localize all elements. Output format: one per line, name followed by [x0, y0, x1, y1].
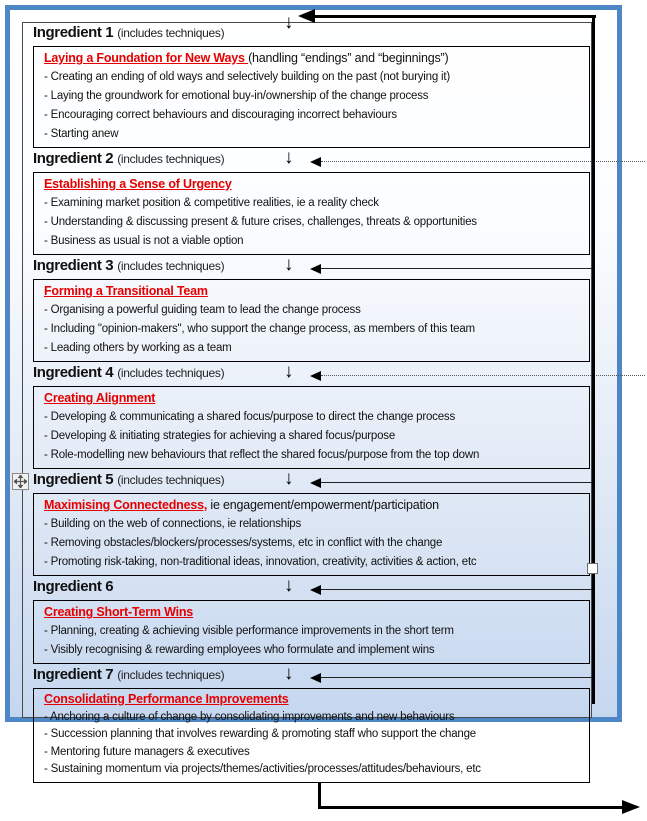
- box-title-red: Creating Alignment: [44, 391, 156, 405]
- ingredient-heading-row: [22, 469, 592, 493]
- bullet-line: - Removing obstacles/blockers/processes/systems, etc in conflict with the change: [44, 537, 443, 549]
- box-title-red: Creating Short-Term Wins: [44, 605, 194, 619]
- ingredient-content-box[interactable]: [33, 279, 590, 362]
- bullet-line: - Role-modelling new behaviours that reflect the shared focus/purpose from the top down: [44, 449, 480, 461]
- feedback-line: [321, 589, 594, 590]
- bullet-line: - Leading others by working as a team: [44, 342, 232, 354]
- ingredient-heading: Ingredient 2: [33, 150, 114, 167]
- feedback-line: [321, 375, 645, 376]
- move-cross-icon[interactable]: [12, 473, 29, 490]
- ingredient-content-box[interactable]: [33, 46, 590, 148]
- ingredient-section: [22, 362, 592, 469]
- bullet-line: - Including "opinion-makers", who support the change process, as members of this team: [44, 323, 475, 335]
- bullet-line: - Building on the web of connections, ie relationships: [44, 518, 302, 530]
- ingredient-heading: Ingredient 1: [33, 24, 114, 41]
- ingredient-heading-suffix: (includes techniques): [117, 366, 225, 380]
- ingredient-section: [22, 469, 592, 576]
- box-title-rest: ie engagement/empowerment/participation: [207, 498, 439, 512]
- ingredient-heading-row: [22, 148, 592, 172]
- feedback-top-arrowhead-icon: [298, 9, 315, 23]
- box-title: [44, 496, 583, 515]
- ingredient-heading-suffix: (includes techniques): [117, 259, 225, 273]
- bullet-line: - Sustaining momentum via projects/themes/activities/processes/attitudes/behaviours, etc: [44, 763, 481, 775]
- feedback-line: [321, 268, 594, 269]
- ingredient-heading: Ingredient 7: [33, 666, 114, 683]
- left-arrowhead-icon: [310, 478, 321, 488]
- box-title: [44, 49, 583, 68]
- box-title-rest: (handling “endings” and “beginnings”): [248, 51, 449, 65]
- box-title: [44, 389, 583, 408]
- ingredient-content-box[interactable]: [33, 688, 590, 783]
- bullet-line: - Encouraging correct behaviours and discouraging incorrect behaviours: [44, 109, 397, 121]
- bullet-line: - Developing & communicating a shared focus/purpose to direct the change process: [44, 411, 456, 423]
- down-arrow-icon: ↓: [284, 12, 294, 33]
- ingredient-content-box[interactable]: [33, 493, 590, 576]
- ingredient-section: [22, 255, 592, 362]
- ingredient-heading: Ingredient 4: [33, 364, 114, 381]
- feedback-vertical-line: [592, 15, 595, 704]
- bullet-line: - Developing & initiating strategies for achieving a shared focus/purpose: [44, 430, 396, 442]
- exit-arrowhead-icon: [622, 800, 640, 814]
- feedback-top-line: [314, 15, 596, 18]
- ingredient-heading-suffix: (includes techniques): [117, 26, 225, 40]
- left-arrowhead-icon: [310, 157, 321, 167]
- move-cross-glyph: [14, 475, 27, 488]
- box-title-red: Consolidating Performance Improvements: [44, 692, 289, 706]
- down-arrow-icon: ↓: [284, 254, 294, 275]
- ingredient-heading-row: [22, 362, 592, 386]
- box-title: [44, 603, 583, 622]
- box-title-red: Maximising Connectedness,: [44, 498, 208, 512]
- ingredient-heading: Ingredient 3: [33, 257, 114, 274]
- ingredient-section: [22, 148, 592, 255]
- bullet-line: - Starting anew: [44, 128, 119, 140]
- bullet-line: - Organising a powerful guiding team to lead the change process: [44, 304, 361, 316]
- bullet-line: - Laying the groundwork for emotional buy-in/ownership of the change process: [44, 90, 429, 102]
- ingredient-section: [22, 12, 592, 148]
- down-arrow-icon: ↓: [284, 468, 294, 489]
- ingredient-content-box[interactable]: [33, 386, 590, 469]
- ingredient-heading-suffix: (includes techniques): [117, 473, 225, 487]
- left-arrowhead-icon: [310, 585, 321, 595]
- ingredient-heading: Ingredient 5: [33, 471, 114, 488]
- ingredient-heading-row: [22, 576, 592, 600]
- down-arrow-icon: ↓: [284, 147, 294, 168]
- box-title: [44, 175, 583, 194]
- sections: [22, 12, 592, 783]
- feedback-line: [321, 161, 645, 162]
- exit-arrow-horizontal-line: [318, 806, 624, 809]
- ingredient-heading: Ingredient 6: [33, 578, 114, 595]
- bullet-line: - Business as usual is not a viable option: [44, 235, 244, 247]
- resize-square-icon[interactable]: [587, 563, 598, 574]
- down-arrow-icon: ↓: [284, 663, 294, 684]
- box-title-red: Laying a Foundation for New Ways: [44, 51, 249, 65]
- bullet-line: - Succession planning that involves rewarding & promoting staff who support the change: [44, 728, 476, 740]
- feedback-line: [321, 677, 594, 678]
- bullet-line: - Understanding & discussing present & future crises, challenges, threats & opportunities: [44, 216, 477, 228]
- box-title: [44, 282, 583, 301]
- feedback-line: [321, 482, 594, 483]
- down-arrow-icon: ↓: [284, 361, 294, 382]
- ingredient-section: [22, 664, 592, 783]
- box-title-red: Establishing a Sense of Urgency: [44, 177, 232, 191]
- bullet-line: - Promoting risk-taking, non-traditional ideas, innovation, creativity, activities & action, etc: [44, 556, 477, 568]
- ingredient-section: [22, 576, 592, 664]
- ingredient-heading-row: [22, 12, 592, 46]
- bullet-line: - Anchoring a culture of change by consolidating improvements and new behaviours: [44, 710, 455, 723]
- ingredient-heading-suffix: (includes techniques): [117, 668, 225, 682]
- ingredient-heading-row: [22, 664, 592, 688]
- bullet-line: - Visibly recognising & rewarding employees who formulate and implement wins: [44, 644, 435, 656]
- bullet-line: - Examining market position & competitive realities, ie a reality check: [44, 197, 379, 209]
- ingredient-content-box[interactable]: [33, 172, 590, 255]
- left-arrowhead-icon: [310, 673, 321, 683]
- box-title: [44, 691, 583, 709]
- left-arrowhead-icon: [310, 264, 321, 274]
- ingredient-heading-suffix: (includes techniques): [117, 152, 225, 166]
- bullet-line: - Creating an ending of old ways and selectively building on the past (not burying it): [44, 71, 450, 83]
- ingredient-heading-row: [22, 255, 592, 279]
- bullet-line: - Mentoring future managers & executives: [44, 745, 250, 758]
- left-arrowhead-icon: [310, 371, 321, 381]
- box-title-red: Forming a Transitional Team: [44, 284, 208, 298]
- ingredient-content-box[interactable]: [33, 600, 590, 664]
- down-arrow-icon: ↓: [284, 575, 294, 596]
- bullet-line: - Planning, creating & achieving visible performance improvements in the short term: [44, 625, 454, 637]
